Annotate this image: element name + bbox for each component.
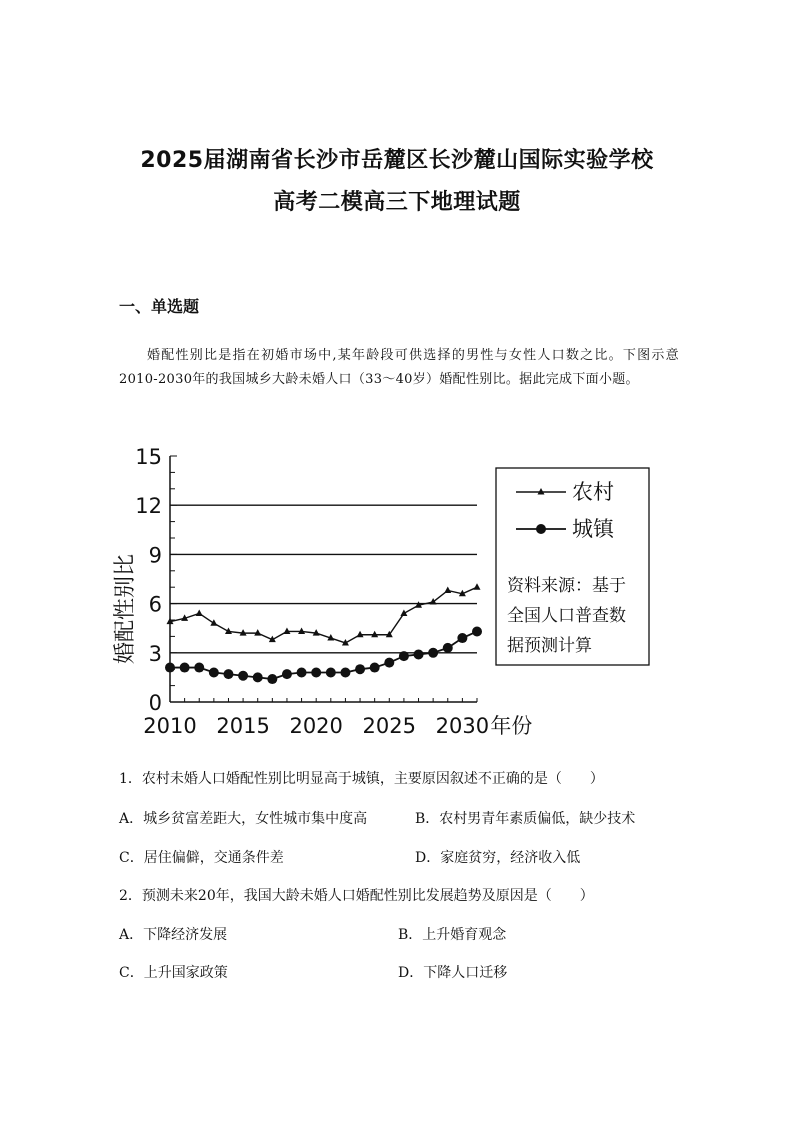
rural-data-point: [444, 586, 451, 593]
urban-data-point: [297, 667, 307, 677]
urban-data-point: [384, 658, 394, 668]
urban-data-point: [194, 663, 204, 673]
question-1-stem: 1．农村未婚人口婚配性别比明显高于城镇，主要原因叙述不正确的是（ ）: [119, 771, 604, 787]
legend-urban-marker: [536, 524, 546, 534]
urban-data-point: [209, 667, 219, 677]
legend-rural-label: 农村: [572, 480, 614, 504]
rural-data-point: [298, 627, 305, 634]
chart-axes: [113, 445, 532, 738]
y-tick-label: 9: [148, 543, 162, 568]
question-1-option-a[interactable]: A．城乡贫富差距大，女性城市集中度高: [119, 811, 368, 827]
section-heading: 一、单选题: [119, 297, 200, 316]
question-1-option-c[interactable]: C．居住偏僻，交通条件差: [119, 850, 284, 866]
legend-source-note: 资料来源：基于: [507, 576, 626, 596]
urban-data-point: [326, 667, 336, 677]
rural-data-point: [474, 583, 481, 590]
question-1-option-d[interactable]: D．家庭贫穷，经济收入低: [415, 850, 581, 866]
exam-title-line-2: 高考二模高三下地理试题: [273, 190, 521, 215]
urban-data-point: [370, 663, 380, 673]
question-2-option-b[interactable]: B．上升婚育观念: [398, 927, 507, 943]
chart-gridlines: [170, 505, 477, 653]
rural-data-point: [357, 631, 364, 638]
urban-data-point: [282, 669, 292, 679]
urban-data-point: [428, 648, 438, 658]
legend-source-note: 全国人口普查数: [507, 606, 626, 626]
urban-data-point: [340, 667, 350, 677]
rural-data-point: [371, 631, 378, 638]
urban-data-point: [355, 664, 365, 674]
x-tick-label: 2020: [289, 714, 343, 738]
urban-data-point: [165, 663, 175, 673]
urban-data-point: [180, 663, 190, 673]
chart-series: [165, 583, 482, 684]
exam-title-line-1: 2025届湖南省长沙市岳麓区长沙麓山国际实验学校: [140, 148, 654, 173]
question-2-option-d[interactable]: D．下降人口迁移: [398, 965, 508, 981]
legend-source-note: 据预测计算: [507, 636, 592, 656]
question-2-option-c[interactable]: C．上升国家政策: [119, 965, 228, 981]
y-tick-label: 6: [148, 592, 162, 617]
y-tick-label: 15: [135, 445, 162, 469]
urban-data-point: [399, 651, 409, 661]
question-2-stem: 2．预测未来20年，我国大龄未婚人口婚配性别比发展趋势及原因是（ ）: [119, 888, 594, 904]
urban-data-point: [311, 667, 321, 677]
question-2-option-a[interactable]: A．下降经济发展: [119, 927, 228, 943]
x-tick-label: 2030: [435, 714, 490, 738]
urban-data-point: [414, 649, 424, 659]
rural-data-point: [196, 609, 203, 616]
x-tick-label: 2025: [362, 714, 417, 738]
question-intro-paragraph: 婚配性别比是指在初婚市场中,某年龄段可供选择的男性与女性人口数之比。下图示意2010-2030年的我国城乡大龄未婚人口（33～40岁）婚配性别比。据此完成下面小题。: [119, 348, 679, 387]
x-tick-label: 2010: [143, 714, 197, 738]
question-1-option-b[interactable]: B．农村男青年素质偏低，缺少技术: [415, 811, 636, 827]
y-tick-label: 12: [135, 494, 162, 519]
x-axis-label: 年份: [490, 714, 533, 738]
urban-data-point: [457, 633, 467, 643]
rural-data-point: [254, 629, 261, 636]
urban-data-point: [472, 626, 482, 636]
x-tick-label: 2015: [216, 714, 270, 738]
urban-data-point: [443, 643, 453, 653]
y-tick-label: 0: [148, 691, 162, 715]
y-tick-label: 3: [148, 641, 162, 666]
rural-data-point: [283, 627, 290, 634]
legend-urban-label: 城镇: [572, 517, 614, 541]
y-axis-label: 婚配性别比: [113, 553, 138, 665]
urban-data-point: [267, 674, 277, 684]
series-line-rural: [170, 587, 477, 643]
rural-data-point: [430, 598, 437, 605]
marriage-sex-ratio-chart: [110, 438, 670, 748]
urban-data-point: [253, 672, 263, 682]
rural-data-point: [210, 619, 217, 626]
chart-legend: [496, 468, 649, 665]
urban-data-point: [238, 671, 248, 681]
urban-data-point: [223, 669, 233, 679]
